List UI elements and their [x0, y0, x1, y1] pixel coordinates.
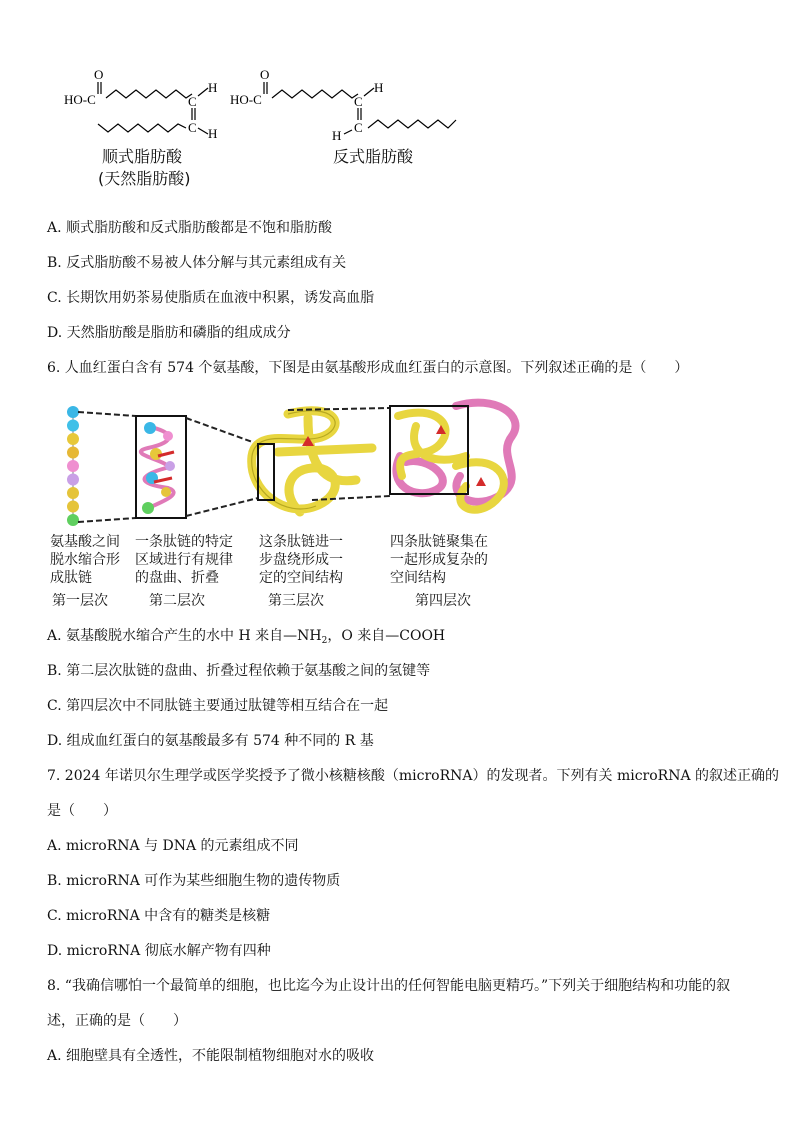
q8-stem-line1: 8. “我确信哪怕一个最简单的细胞，也比迄今为止设计出的任何智能电脑更精巧。”下列关于细胞结构和功能的叙: [47, 978, 731, 994]
amino-acid-bead: [67, 474, 79, 486]
trans-atom-o: O: [260, 67, 270, 82]
cis-atom-o: O: [94, 67, 104, 82]
amino-acid-bead: [67, 460, 79, 472]
cis-atom-h2: H: [208, 126, 218, 141]
q7-option-c: C. microRNA 中含有的糖类是核糖: [47, 908, 271, 924]
fig-desc-2: 一条肽链的特定 区域进行有规律 的盘曲、折叠: [135, 534, 233, 586]
amino-acid-beads: [67, 406, 79, 526]
q6-stem: 6. 人血红蛋白含有 574 个氨基酸，下图是由氨基酸形成血红蛋白的示意图。下列叙述正确的是（ ）: [47, 360, 689, 376]
amino-acid-bead: [67, 501, 79, 513]
fig-desc-4: 四条肽链聚集在 一起形成复杂的 空间结构: [390, 534, 488, 586]
cis-atom-hooc: HO-C: [64, 92, 96, 107]
amino-acid-bead: [67, 447, 79, 459]
trans-atom-c1: C: [354, 94, 363, 109]
trans-atom-c2: C: [354, 120, 363, 135]
q7-stem-line1: 7. 2024 年诺贝尔生理学或医学奖授予了微小核糖核酸（microRNA）的发现者。下列有关 microRNA 的叙述正确的: [47, 768, 780, 784]
amino-acid-bead: [67, 420, 79, 432]
trans-atom-hooc: HO-C: [230, 92, 262, 107]
q5-option-a: A. 顺式脂肪酸和反式脂肪酸都是不饱和脂肪酸: [47, 220, 333, 236]
fig-level-2: 第二层次: [149, 593, 205, 609]
amino-acid-bead: [67, 487, 79, 499]
q5-option-d: D. 天然脂肪酸是脂肪和磷脂的组成成分: [47, 325, 291, 341]
amino-acid-bead: [67, 433, 79, 445]
cis-caption: 顺式脂肪酸: [102, 147, 183, 166]
cis-atom-c1: C: [188, 94, 197, 109]
fig-desc-3: 这条肽链进一 步盘绕形成一 定的空间结构: [259, 534, 343, 586]
fatty-acid-figure: [60, 62, 480, 146]
cis-atom-c2: C: [188, 120, 197, 135]
fig-level-1: 第一层次: [52, 593, 108, 609]
q6-option-c: C. 第四层次中不同肽链主要通过肽键等相互结合在一起: [47, 698, 389, 714]
trans-caption: 反式脂肪酸: [333, 147, 414, 166]
amino-acid-bead: [67, 514, 79, 526]
q7-option-d: D. microRNA 彻底水解产物有四种: [47, 943, 271, 959]
amino-acid-bead: [67, 406, 79, 418]
q5-option-b: B. 反式脂肪酸不易被人体分解与其元素组成有关: [47, 255, 347, 271]
q6-option-d: D. 组成血红蛋白的氨基酸最多有 574 种不同的 R 基: [47, 733, 374, 749]
hemoglobin-figure: [56, 396, 546, 534]
q6-option-a: A. 氨基酸脱水缩合产生的水中 H 来自$—NH_2$，O 来自—COOH: [47, 628, 446, 646]
trans-atom-h1: H: [374, 80, 384, 95]
q7-option-b: B. microRNA 可作为某些细胞生物的遗传物质: [47, 873, 341, 889]
q7-stem-line2: 是（ ）: [47, 803, 117, 819]
fig-desc-1: 氨基酸之间 脱水缩合形 成肽链: [50, 534, 120, 586]
cis-atom-h1: H: [208, 80, 218, 95]
trans-atom-h2: H: [332, 128, 342, 143]
q7-option-a: A. microRNA 与 DNA 的元素组成不同: [47, 838, 299, 854]
cis-caption-sub: (天然脂肪酸): [98, 169, 191, 188]
q8-stem-line2: 述，正确的是（ ）: [47, 1013, 187, 1029]
fig-level-3: 第三层次: [268, 593, 324, 609]
q6-option-b: B. 第二层次肽链的盘曲、折叠过程依赖于氨基酸之间的氢键等: [47, 663, 431, 679]
q5-option-c: C. 长期饮用奶茶易使脂质在血液中积累，诱发高血脂: [47, 290, 375, 306]
fig-level-4: 第四层次: [415, 593, 471, 609]
q8-option-a: A. 细胞壁具有全透性，不能限制植物细胞对水的吸收: [47, 1048, 375, 1064]
